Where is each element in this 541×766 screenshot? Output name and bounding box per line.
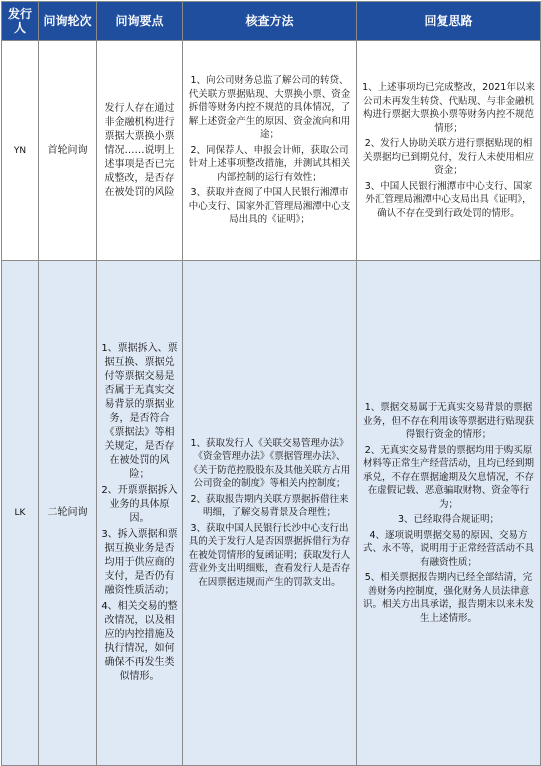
reply-item: 2、无真实交易背景的票据均用于购买原材料等正常生产经营活动，且均已经到期承兑，不存在票据逾期及欠息情况，不存在虚假记载、恶意骗取财物、资金等行为； (362, 444, 534, 510)
header-points: 问询要点 (97, 2, 183, 41)
issuer-cell: YN (2, 41, 39, 261)
table-row (2, 261, 541, 766)
reply-item: 3、中国人民银行湘潭市中心支行、国家外汇管理局湘潭中心支局出具《证明》，确认不存在受到行政处罚的情形。 (364, 180, 533, 219)
header-replies: 回复思路 (357, 2, 541, 41)
header-issuer: 发行人 (2, 2, 39, 41)
header-row (2, 2, 541, 41)
replies-cell (357, 41, 541, 261)
methods-cell (183, 261, 357, 766)
point-item: 4、相关交易的整改情况，以及相应的内控措施及执行情况，如何确保不再发生类似情形。 (101, 601, 178, 682)
replies-cell (357, 261, 541, 766)
method-item: 2、获取报告期内关联方票据拆借往来明细，了解交易背景及合理性； (190, 493, 349, 519)
round-cell: 二轮问询 (39, 261, 97, 766)
reply-item: 1、票据交易属于无真实交易背景的票据业务，但不存在利用该等票据进行贴现获得银行资金的情形； (362, 402, 534, 440)
points-cell (97, 41, 183, 261)
method-item: 1、向公司财务总监了解公司的转贷、代关联方票据贴现、大票换小票、资金拆借等财务内控不规范的具体情况，了解上述资金产生的原因、资金流向和用途； (188, 75, 351, 141)
method-item: 3、获取中国人民银行长沙中心支行出具的关于发行人是否因票据拆借行为存在被处罚情形的复函证明；获取发行人营业外支出明细账，查看发行人是否存在因票据违规而产生的罚款支出。 (188, 522, 351, 588)
point-item: 2、开票票据拆入业务的具体原因。 (101, 485, 178, 524)
reply-item: 5、相关票据报告期内已经全部结清，完善财务内控制度，强化财务人员法律意识。相关方出具承诺，报告期末以来未发生上述情形。 (362, 572, 534, 624)
round-cell: 首轮问询 (39, 41, 97, 261)
table-row (2, 41, 541, 261)
header-methods: 核查方法 (183, 2, 357, 41)
method-item: 3、获取并查阅了中国人民银行湘潭市中心支行、国家外汇管理局湘潭中心支局出具的《证明》； (188, 187, 351, 226)
reply-item: 4、逐项说明票据交易的原因、交易方式、永不等，说明用于正常经营活动不具有融资性质； (362, 529, 534, 568)
reply-item: 3、已经取得合规证明； (397, 514, 500, 525)
inquiry-table (1, 1, 541, 766)
methods-cell (183, 41, 357, 261)
method-item: 1、获取发行人《关联交易管理办法》《资金管理办法》《票据管理办法》、《关于防范控股股东及其他关联方占用公司资金的制度》等相关内控制度； (188, 437, 351, 490)
points-cell (97, 261, 183, 766)
point-item: 1、票据拆入、票据互换、票据兑付等票据交易是否属于无真实交易背景的票据业务，是否符合《票据法》等相关规定，是否存在被处罚的风险； (101, 343, 178, 480)
reply-item: 1、上述事项均已完成整改，2021年以来公司未再发生转贷、代贴现、与非金融机构进行票据大票换小票等财务内控不规范情形； (362, 82, 535, 134)
point-item: 发行人存在通过非金融机构进行票据大票换小票情况……说明上述事项是否已完成整改，是否存在被处罚的风险 (104, 102, 175, 198)
reply-item: 2、发行人协助关联方进行票据贴现的相关票据均已到期兑付，发行人未使用相应资金； (362, 138, 534, 176)
header-round: 问询轮次 (39, 2, 97, 41)
point-item: 3、拆入票据和票据互换业务是否均用于供应商的支付，是否仍有融资性质活动； (101, 529, 178, 596)
method-item: 2、同保荐人、申报会计师，获取公司针对上述事项整改措施，并测试其相关内部控制的运行有效性； (188, 144, 351, 183)
issuer-cell: LK (2, 261, 39, 766)
